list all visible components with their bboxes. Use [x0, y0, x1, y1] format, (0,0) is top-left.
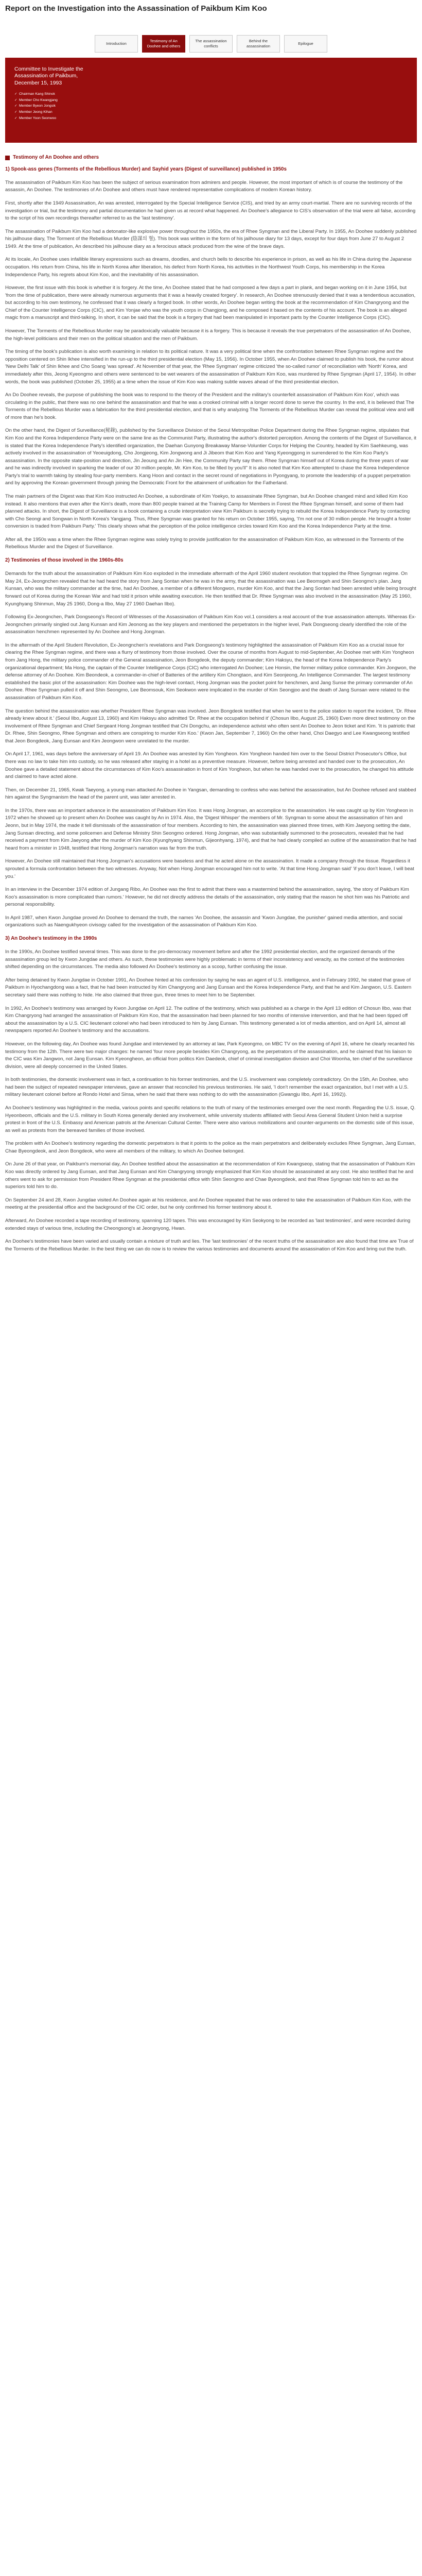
page-title: Report on the Investigation into the Assassination of Paikbum Kim Koo	[5, 4, 267, 13]
paragraph: After all, the 1950s was a time when the Rhee Syngman regime was solely trying to provide justification for the assassination of Paikbum Kim Koo, as witnessed in the Torments of the Rebellious Murder and the Digest of Surveillance.	[5, 536, 404, 550]
committee-member: ✓ Member Byeon Jongsik	[14, 103, 92, 109]
paragraph: In both testimonies, the domestic involvement was in fact, a continuation to his former testimonies, and the U.S. involvement was completely contradictory. On the 15th, An Doohee, who had been the subject of repeated newspaper interviews, gave an answer that reconciled his previous testimonies. He said, 'I don't remember the exact organization, but I met with a U.S. military lieutenant colonel before at Rondo Hotel and Sinsa, when he said that there was nothing to do with the assassination (Gwangju Ilbo, April 16, 1992)).	[5, 1077, 409, 1098]
paragraph: On September 24 and 28, Kwon Jungdae visited An Doohee again at his residence, and An Doohee repeated that he was ordered to take the assassination of Paikbum Kim Koo, with the meeting at the presidential office and the background of the CIC order, but he only confirmed his former testimony about it.	[5, 1197, 411, 1211]
paragraph: After being detained by Kwon Jungdae in October 1991, An Doohee hinted at his confession by saying he was an agent of U.S. intelligence, and in February 1992, he stated that grave of Paikbum in Hyochangdong was a fact, that he had been instructed by Kim Changryong and Jang Eunsan and the Korea Independence Party, and that he and Kim Jangwon, U.S. Eastern secretary said there was nothing to hide. He also claimed that three gun, three times to meet him to be September.	[5, 977, 412, 998]
paragraph: On April 17, 1961, was days before the anniversary of April 19. An Doohee was arrested by Kim Yongheon. Kim Yongheon handed him over to the Seoul District Prosecutor's Office, but there was no law to take him into custody, so he was released after staying in a hotel as a preventive measure. However, before being arrested and handed over to the prosecution, An Doohee gave a detailed statement about the circumstances of Kim Koo's assassination in front of Kim Yongheon, but when he was handed over to the prosecution, he changed his attitude and claimed to have acted alone.	[5, 751, 414, 780]
tab-behind-the-assassination[interactable]: Behind the assassination	[237, 35, 280, 53]
paragraph: In April 1987, when Kwon Jungdae proved An Doohee to demand the truth, the names 'An Doohee, the assassin and 'Kwon Jungdae, the punisher' gained media attention, and social organizations such as Naengukhyeon civisogy called for the investigation of the assassination of Paikbum Kim Koo.	[5, 914, 402, 928]
section-subheading-3: 3) An Doohee's testimony in the 1990s	[5, 935, 97, 941]
section-subheading-2: 2) Testimonies of those involved in the 1960s-80s	[5, 557, 124, 564]
tab-assassination-conflicts[interactable]: The assassination conflicts	[189, 35, 233, 53]
paragraph: The problem with An Doohee's testimony regarding the domestic perpetrators is that it points to the police as the main perpetrators and deliberately excludes Rhee Syngman, Jang Eunsan, Chae Byeongdeok, and Jeon Bongdeok, who were all members of the military, to which An Doohee belonged.	[5, 1141, 416, 1154]
paragraph: An Doohee's testimony was highlighted in the media, various points and specific relations to the truth of many of the testimonies emerged over the next month. Regarding the U.S. issue, Q. Hyeonbeom, officials and the U.S. military in South Korea generally denied any involvement, while university students affiliated with Seoul Area General Student Union held a surprise protest in front of the U.S. Embassy and American patrols at the American Cultural Center. There were also various mobilizations and counter-arguments on the domestic side of this issue, as well as protests from the bereaved families of those involved.	[5, 1105, 416, 1133]
paragraph: Then, on December 21, 1965, Kwak Taeyong, a young man attacked An Doohee in Yangsan, demanding to confess who was behind the assassination, but An Doohee refused and stabbed him against the Syngmanism the head of the parent unit, was later arrested in.	[5, 787, 416, 801]
hero-banner	[5, 58, 417, 143]
paragraph: In an interview in the December 1974 edition of Jungang Ribo, An Doohee was the first to admit that there was a mastermind behind the assassination, saying, 'the story of Paikbum Kim Koo's assassination is more complicated than rumors.' However, he did not directly address the details of the assassination, only stating that the reason he shot him was his Patriotic and personal responsibility.	[5, 887, 410, 908]
paragraph: In the aftermath of the April Student Revolution, Ex-Jeongnchen's revelations and Park Dongseong's testimony highlighted the assassination of Paikbum Kim Koo as a crucial issue for clearing the Rhee Syngman regime, and there was a flurry of testimony from those involved. Over the course of months from August to mid-September, An Doohee met with Kim Yongheon from Jang Hong, the military police commander of the General assassination, Jeon Bongdeok, the deputy commander; Kim Haksyu, the head of the Korea Independence Party's organizational department; Ma Hong, the captain of the Counter Intelligence Corps (CIC) who interrogated An Doohee; Lee Honsin, the former military police commander. Kim Jongwon, the defense attorney of An Doohee. Kim Beondeok, a commander-in-chief of Batteries of the artillery Kim Chongtaon, and Kim Seonjeong, An Intelligence Commander. The largest testimony established the basic plot of the assassination: Kim Doohee was the high-level contact, Hong Jongman was the pocket point for henchmen, and Jang Sunse the primary commander of An Doohee. Rhee Syngman pulled it off and Shin Seongmo, Lee Beomsouk, Kim Seokwon were implicated in the murder of Kim Seongjoo and the death of Jang Sunsan were related to the assassination of Paikbum Kim Koo.	[5, 642, 416, 701]
main-content	[0, 143, 422, 1269]
paragraph: Afterward, An Doohee recorded a tape recording of testimony, spanning 120 tapes. This was encouraged by Kim Seokyong to be recorded as 'last testimonies', and were recorded during extended stays of various time, including the Cheongsong's at Jeongnyong, Hwan.	[5, 1217, 411, 1231]
committee-member: ✓ Member Yoon Seonwoo	[14, 115, 92, 122]
tab-introduction[interactable]: Introduction	[95, 35, 138, 53]
paragraph: The main partners of the Digest was that Kim Koo instructed An Doohee, a subordinate of Kim Yoekyo, to assassinate Rhee Syngman, but An Doohee changed mind and killed Kim Koo instead. It also mentions that even after the Kim's death, more than 800 people trained at the Training Camp for Members in Forest the Rhee Syngman himself, and some of them had planned attacks. In short, the Digest of Surveillance is a book containing a crude interpretation view Kim Paikbum is secretly trying to rebuild the Korea Independence Party by contacting with Cho Seongi and Songwan in North Korea's Yangjang. Thus, Rhee Syngman was granted for his return on October 1955, saying, 'I'm not one of 30 million people. He brought a foster conversion is traded from Paikbum Party.' This clearly shows what the perception of the police intelligence circles toward Kim Koo and the Korea Independence Party at the time.	[5, 494, 411, 530]
paragraph: However, The Torments of the Rebellious Murder may be paradoxically valuable because it is a forgery. This is because it reveals the true perpetrators of the assassination of An Doohee, the high-level politicians and their men on the political situation and the men of Paikbum.	[5, 328, 411, 342]
paragraph: At its locale, An Doohee uses infallible literary expressions such as dreams, doodles, and church bells to describe his experience in prison, as well as his life in China during the Japanese occupation. His return from China, his life in North Korea after liberation, his defect from North Korea, his activities in the Northwest Youth Corps, his membership in the Korea Independence Party, his regrets about Kim Koo, and the inevitability of his assassination.	[5, 257, 412, 278]
section-heading	[5, 154, 417, 162]
paragraph: However, the first issue with this book is whether it is forgery. At the time, An Doohee stated that he had composed a few days a part in plank, and began working on it in June 1954, but 'from the time of publication, there were already numerous arguments that it was a heavily created forgery'. In research, An Doohee strenuously denied that it was a tendentious accusation, but according to his own testimony, he confessed that it was clearly a forged book. In other words, An Doohee began writing the book at the recommendation of Kim Changryong and the Chief of the Counter Intelligence Corps (CIC), and Kim Yonjae who was the youth corps in Changjong, and he composed it based on the contents of his account. The book is an alleged magic from a manuscript and third-talking. In short, it can be said that the book is a forgery that had been manipulated in important parts by the Counter Intelligence Corps (CIC).	[5, 285, 416, 321]
paragraph: First, shortly after the 1949 Assassination, An was arrested, interrogated by the Special Intelligence Service (CIS), and tried by an army court-martial. There are no surviving records of the investigation or trial, but the testimony and partial documentation he had given us at record what happened. An Doohee's allegiance to CIS's observation of the trial were all false, according to the script of his own recordings thereafter referred to as the 'last testimony'.	[5, 200, 416, 222]
committee-member: ✓ Member Cho Kwangjang	[14, 97, 92, 104]
paragraph: The assassination of Paikbum Kim Koo had a detonator-like explosive power throughout the 1950s, the era of Rhee Syngman and the Liberal Party. In 1955, An Doohee suddenly published his jailhouse diary, The Torment of the Rebellious Murder (陰謀의 혈). This book was written in the form of his jailhouse diary for 13 days, except for four days from June 27 to August 2 1949. At the time of publication, An described his jailhouse diary as a ferocious attack produced from the wine of the brave days.	[5, 228, 417, 249]
paragraph: An Do Doohee reveals, the purpose of publishing the book was to respond to the theory of the President and the military's counterfeit assassination of Paikbum Kim Koo', which was circulating in the public, that there was no one behind the assassination and that he was a crooked criminal with a longer record done to serve the country. In the end, it is believed that The Torments of the Rebellious Murder was a fabrication for the third presidential election, and that is why analyzing The Torments of the Rebellious Murder can reveal the political view and will of more than he's book.	[5, 392, 414, 420]
section-subheading: 1) Spook-ass genes (Torments of the Rebellious Murder) and Sayhid years (Digest of surveillance) published in 1950s	[5, 166, 287, 172]
committee-members	[14, 91, 92, 122]
paragraph: In the 1990s, An Doohee testified several times. This was done to the pro-democracy movement before and after the 1992 presidential election, and the organized demands of the assassination group led by Kwon Jungdae and others. As such, these testimonies were highly problematic in terms of their inconsistency and veracity, as the context of the testimonies shifted depending on the circumstances. The media also followed An Doohee's testimony as a scoop, further confusing the issue.	[5, 949, 405, 970]
committee-box	[14, 66, 92, 122]
section-heading-text: Testimony of An Doohee and others	[13, 154, 99, 160]
paragraph: The question behind the assassination was whether President Rhee Syngman was involved. Jeon Bongdeok testified that when he went to the police station to report the incident, 'Dr. Rhee already knew about it.' (Seoul Ilbo, August 13, 1960) and Kim Haksyu also admitted 'Dr. Rhee at the occupation behind it' (Chosun Ilbo, August 25, 1960) Even more direct testimony on the involvement of Rhee Syngman and Chief Sergeant Hong Jongman testified that Chi Dongchu, an independence activist who often sent An Doohee to Jeon ticket and Kim. 'It is patriotic that Dr. Rhee, Shin Seongmo, Rhee Syngman and others are conspiring to murder Kim Koo.' (Kwon Jan, September 7, 1960) On the other hand, Choi Daegyo and Lee Kwangseong testified that Jeon Bongdeok, Jang Eunsan and Kim Jeongwon were unrelated to the murder.	[5, 708, 416, 744]
page-header	[0, 0, 422, 15]
paragraph: An Doohee's testimonies have been varied and usually contain a mixture of truth and lies. The 'last testimonies' of the recent truths of the assassination are also found that time are True of the Torments of the Rebellious Murder. In the best thing we can do now is to review the various testimonies and documents around the assassination of Kim Koo and bring out the truth.	[5, 1239, 414, 1252]
tab-testimony[interactable]: Testimony of An Doohee and others	[142, 35, 185, 53]
paragraph: In 1992, An Doohee's testimony was arranged by Kwon Jungdae on April 12. The outline of the testimony, which was published as a charge in the April 13 edition of Chosun Ilbo, was that Kim Changryong had arranged the assassination of Paikbum Kim Koo, that the assassination had been planned for two months of intensive intervention, and that he had been tipped off about the assassination by a U.S. CIC lieutenant colonel who had been introduced to him by Jang Eunsan. This testimony generated a lot of media attention, and on April 14, almost all newspapers reported An Doohee's testimony and the accusations.	[5, 1005, 411, 1034]
square-bullet-icon	[5, 156, 10, 160]
committee-title: Committee to Investigate the Assassination of Paikbum, December 15, 1993	[14, 65, 83, 86]
paragraph: The assassination of Paikbum Kim Koo has been the subject of serious examination from admirers and people. However, the most important of which is of course the testimony of the assassin, An Doohee. The testimonies of An Doohee and others must have rendered representative complications of modern Korean history.	[5, 179, 403, 193]
paragraph: On the other hand, the Digest of Surveillance(秘錄), published by the Surveillance Division of the Seoul Metropolitan Police Department during the Rhee Syngman regime, stipulates that Kim Koo and the Korea Independence Party were on the same line as the Communist Party, illustrating the author's distorted perception. Among the contents of the Digest of Surveillance, it is stated that the Korea Independence Party's identified organization, the Daehan Gunyong Breakaway Manse-Voluntier Corps for Helping the Country, headed by Kim Saehkeumg, was actively involved in the assassination of Yeoeuigdong, Cho Jongjeong, Kim Jongwong and Ji Jibeom that Kim Koo and Yang Kyeonggong in surrendered to the Kim Koo Party's assassination. In the opposite state-position and direction, Jin Jeoung and An Jin Hee, the Community Party say them. Rhee Syngman himself out of Korea during the three years of war and he was indirectly involved in sparking the leader of our 30 million people, Mr. Kim Koo, to be filled by you'll'' It is also noted that Kim Koo attempted to chase the Korea Independence Party's trial to warmth taking by stealing four-party members. Kang Hoon and contact in the secret round of negotiations in Pyongyang, to promote the leadership of a puppet perpetration and by approving the Korean government through joining the Democratic Front for the attainment of unification for the Fatherland.	[5, 428, 416, 486]
paragraph: In the 1970s, there was an important advance in the assassination of Paikbum Kim Koo. It was Hong Jongman, an accomplice to the assassination. He was caught up by Kim Yongheon in 1972 when he showed up to present when An Doohee was caught by An in 1974. Also, the 'Digest Whisper' the members of Mr. Syngman to some about the assassination of him and Jeonn, but in May 1974, the made it tell dismissals of the assassination of four members. According to him, the assassination was planned three times, with Kim Jaeyong setting the date, Jang Sunsan directing, and some policemen and Defense Ministry Shin Seongmo ordered. Hong Jongman, who was substantially summoned to the prosecutors, revealed that he had received a payment from Kim Jaeyong after the murder of Kim Koo (Kyunghyang Shinmun, Gijeonhyang, 1974), and that he had clearly compiled an outline of the assassination that he had heard from a minister in 1948, testified that Hong Jongman's narration was far from the truth.	[5, 807, 416, 851]
tab-epilogue[interactable]: Epilogue	[284, 35, 327, 53]
paragraph: Following Ex-Jeongnchen, Park Dongseong's Record of Witnesses of the Assassination of Paikbum Kim Koo vol.1 considers a real account of the true assassination attempts. Whereas Ex-Jeongnchen primarily singled out Jang Kunsan and Kim Jeonong as the key players and mentioned the perpetrators in the higher level, Park Dongseong clearly identified the role of the assassination henchmen represented by An Doohee and Hong Jongman.	[5, 614, 416, 635]
paragraph: The timing of the book's publication is also worth examining in relation to its political nature. It was a very political time when the confrontation between Rhee Syngman regime and the opposition centered on Shin Ikhee intensified in the run-up to the third presidential election (May 15, 1956). In October 1955, when An Doohee claimed to publish his book, the rumor about 'New Delhi Talk' of Shin Ikhee and Cho Soang 'was spread'. At November of that year, the 'Rhee Syngman' regime criticized 'the so-called rumor' of reconciliation with 'North' Korea, and immediately after this, Jeong Kyeongmo and others were sentenced to be wet wearers of the assassination of Paikbum Kim Koo, was murdered by Rhee Syngman (April 17, 1954). In other words, the book was published (October 25, 1955) at a time when the issue of Kim Koo was making subtle waves ahead of the third presidential election.	[5, 349, 416, 385]
section-tabs	[0, 35, 422, 53]
paragraph: However, An Doohee still maintained that Hong Jongman's accusations were baseless and that he acted alone on the assassination. It made a company through the tissue. Regardless it sprouted a formula confrontation between the two witnesses. Anyway, Not when Hong Jongman encouraged him not to write. 'At that time Hong Jongman said' 'if you don't leave, I will beat you.'	[5, 858, 414, 879]
paragraph: Demands for the truth about the assassination of Paikbum Kim Koo exploded in the immediate aftermath of the April 1960 student revolution that toppled the Rhee Syngman regime. On May 24, Ex-Jeongnchen revealed that he had heard the story from Jang Sontan when he was in the army, that the assassination was Lee Beomsgeh and Shin Seongmo's plan. Jang Kunsan, who was the military commander at the time, had An Doohee, a member of a different Mongwon, murder Kim Koo, and that the Jang Sontan had been arrested while being brought forward out of Korea during the Korean War and had told it prison while awaiting execution. He then testified that Dr. Rhee Syngman was also involved in the assassination (May 25 1960, Kyunghyang Shinmun, May 25 1960, Dong-a Ilbo, May 27 1960 Daehan Ilbo).	[5, 571, 416, 607]
committee-member: ✓ Chairman Kang Shinok	[14, 91, 92, 97]
paragraph: However, on the following day, An Doohee was found Jungdae and interviewed by an attorney at law, Park Kyeongmo, on MBC TV on the evening of April 16, where he clearly recanted his testimony from the 12th. There were two major changes: he named 'four more people besides Kim Changryong, as the perpetrators of the assassination, and he claimed that his liaison to the CIC was Kim Jangwon, not Jang Eunsan. Kim Kyeongheon, an official from politics Kim Daedeok, chief of criminal investigation division and Choi Woonha, ten chief of the surveillance division, were all deeply concerned in the United States.	[5, 1041, 415, 1070]
committee-member: ✓ Member Jeong Kihan	[14, 109, 92, 115]
paragraph: On June 26 of that year, on Paikbum's memorial day, An Doohee testified about the assassination at the recommendation of Kim Kwangseop, stating that the assassination of Paikbum Kim Koo was directly ordered by Jang Eunsan, and that Jang Eunsan and Kim Changryong strongly emphasized that Kim Koo should be assassinated at any cost. He also testified that he and others went to ask for permission from President Rhee Syngman at the presidential office with Shin Seongmo and Chae Byeongdeok, and that Rhee Syngman told him to act as the superiors told him to do.	[5, 1161, 415, 1190]
